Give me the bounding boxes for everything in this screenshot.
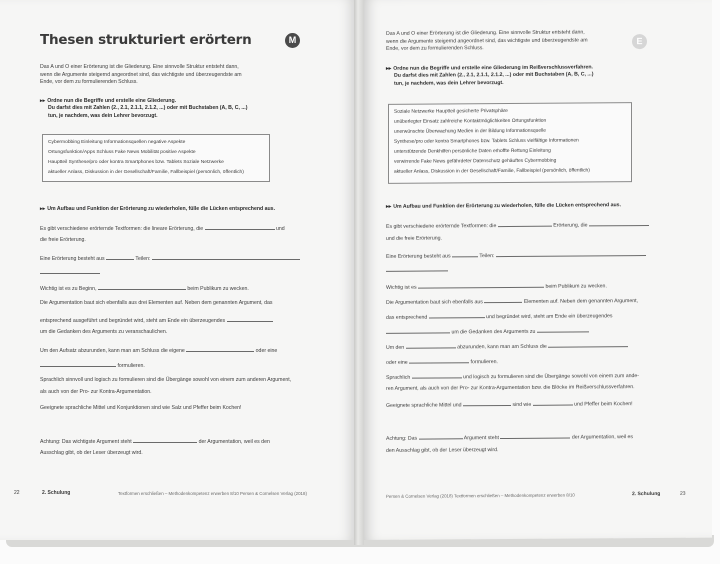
answer-blank[interactable]	[412, 372, 462, 378]
task-arrow-icon: ▸▸	[386, 65, 392, 72]
answer-blank[interactable]	[40, 361, 116, 367]
cloze-line	[40, 268, 100, 276]
cloze-line: das entsprechend und begründet wird, steht am Ende ein überzeugendes	[386, 313, 613, 321]
cloze-line: Sprachlich sinnvoll und logisch zu formulieren sind die Übergänge sowohl von einem zum anderen Argument,	[40, 377, 292, 383]
answer-blank[interactable]	[498, 221, 552, 227]
answer-blank[interactable]	[496, 250, 646, 257]
cloze-line: formulieren.	[40, 361, 145, 369]
cloze-line: Eine Erörterung besteht aus Teilen:	[386, 250, 646, 260]
level-badge-m: M	[285, 33, 300, 48]
answer-blank[interactable]	[152, 254, 300, 260]
answer-blank[interactable]	[133, 437, 197, 443]
cloze-line: Achtung: Das wichtigste Argument steht der Argumentation, weil es den	[40, 439, 270, 445]
answer-blank[interactable]	[98, 284, 186, 290]
cloze-line: Achtung: Das Argument steht der Argumentation, weil es	[386, 434, 633, 442]
answer-blank[interactable]	[419, 433, 463, 439]
cloze-line: um die Gedanken des Arguments zu	[386, 326, 589, 335]
page-number: 23	[680, 490, 686, 497]
answer-blank[interactable]	[500, 433, 570, 439]
answer-blank[interactable]	[186, 346, 254, 352]
cloze-line: den Ausschlag gibt, ob der Leser überzeugt wird.	[386, 447, 499, 454]
cloze-line: die freie Erörterung.	[40, 237, 86, 243]
task-1: ▸▸ Ordne nun die Begriffe und erstelle eine Gliederung. Du darfst dies mit Zahlen (2., 2.1, 2.1.1, 2.1.2, ...) oder mit Buchstaben (A, B, C, ...) tun, je nachdem, was dein Lehrer bevorzugt.	[40, 98, 248, 119]
answer-blank[interactable]	[386, 265, 448, 271]
cloze-line: Es gibt verschiedene erörternde Textformen: die Erörterung, die	[386, 220, 649, 230]
chapter-label: 2. Schulung	[632, 490, 661, 498]
word-box: Cybermobbing Einleitung Informationsquellen negative Aspekte Ortungsfunktion/Apps Schluss Fake News Mobilität positive Aspekte Hauptteil Synthese/pro oder kontra Smartphones bzw. Tablets Soziale Netzwerke aktueller Anlass, Diskussion in der Gesellschaft/Familie, Fallbeispiel (persönlich, öffentlich)	[42, 134, 270, 182]
book-gutter	[354, 0, 364, 545]
cloze-line: Sprachlich und logisch zu formulieren sind die Übergänge sowohl von einem zum ande-	[386, 373, 640, 381]
cloze-line: Wichtig ist es beim Publikum zu wecken.	[386, 283, 607, 291]
answer-blank[interactable]	[418, 282, 544, 289]
answer-blank[interactable]	[205, 224, 275, 230]
answer-blank[interactable]	[40, 268, 100, 274]
chapter-label: 2. Schulung	[42, 490, 71, 496]
intro-text: Das A und O einer Erörterung ist die Gliederung. Eine sinnvolle Struktur entsteht dann, wenn die Argumente steigernd angeordnet sind, das wichtigste und überzeugendste am Ende, vor dem zu formulierenden Schluss.	[386, 29, 588, 53]
task-arrow-icon: ▸▸	[40, 98, 46, 104]
cloze-line: Um den abzurunden, kann man am Schluss die	[386, 341, 628, 351]
answer-blank[interactable]	[406, 342, 456, 348]
right-page	[364, 0, 712, 540]
answer-blank[interactable]	[589, 220, 649, 226]
answer-blank[interactable]	[537, 326, 589, 332]
word-box: Soziale Netzwerke Hauptteil gesicherte Privatsphäre unüberlegter Einsatz zahlreiche Kontaktmöglichkeiten Ortungsfunktion unerwünschte Überwachung Medien in der Bildung Informationsquelle Synthese/pro oder kontra Smartphones bzw. Tablets Schluss vielfältige Informationen unterstützende Denkhilfen persönliche Daten erhoffte Rettung Einleitung verwirrende Fake News gefährdeter Datenschutz gehäuftes Cybermobbing aktueller Anlass, Diskussion in der Gesellschaft/Familie, Fallbeispiel (persönlich, öffentlich)	[388, 102, 632, 184]
page-number: 22	[14, 490, 20, 496]
answer-blank[interactable]	[227, 316, 273, 322]
task-2: ▸▸ Um Aufbau und Funktion der Erörterung zu wiederholen, fülle die Lücken entsprechend aus.	[40, 206, 276, 212]
cloze-line: Um den Aufsatz abzurunden, kann man am Schluss die eigene oder eine	[40, 348, 278, 354]
cloze-line: Die Argumentation baut sich ebenfalls aus drei Elementen auf. Neben dem genannten Argument, das	[40, 300, 273, 306]
cloze-line: oder eine formulieren.	[386, 359, 498, 366]
cloze-line: und die freie Erörterung.	[386, 235, 442, 242]
task-arrow-icon: ▸▸	[40, 206, 46, 212]
task-1: ▸▸ Ordne nun die Begriffe und erstelle eine Gliederung im Reißverschlussverfahren. Du darfst dies mit Zahlen (2., 2.1, 2.1.1, 2.1.2, ...) oder mit Buchstaben (A, B, C, ...) tun, je nachdem, was dein Lehrer bevorzugt.	[386, 64, 594, 87]
answer-blank[interactable]	[533, 400, 573, 406]
answer-blank[interactable]	[106, 254, 134, 260]
answer-blank[interactable]	[484, 297, 522, 303]
cloze-line: als auch von der Pro- zur Kontra-Argumentation.	[40, 389, 152, 395]
cloze-line: Es gibt verschiedene erörternde Textformen: die lineare Erörterung, die und	[40, 226, 285, 232]
footer-credit: Persen & Cornelsen Verlag (2018) Textformen erschließen – Methodenkompetenz erwerben 8/10	[386, 492, 575, 499]
answer-blank[interactable]	[429, 312, 485, 318]
cloze-line: entsprechend ausgeführt und begründet wird, steht am Ende ein überzeugendes	[40, 316, 273, 324]
answer-blank[interactable]	[409, 357, 469, 363]
cloze-line: ren Argument, als auch von der Pro- zur Kontra-Argumentation bzw. die Blöcke im Reißverschlussverfahren.	[386, 384, 635, 392]
cloze-line: Wichtig ist es zu Beginn, beim Publikum zu wecken.	[40, 286, 249, 292]
task-2: ▸▸ Um Aufbau und Funktion der Erörterung zu wiederholen, fülle die Lücken entsprechend aus.	[386, 202, 622, 210]
answer-blank[interactable]	[386, 327, 450, 333]
cloze-line: Eine Erörterung besteht aus Teilen:	[40, 254, 300, 262]
task-arrow-icon: ▸▸	[386, 203, 392, 210]
answer-blank[interactable]	[548, 341, 628, 348]
answer-blank[interactable]	[452, 251, 478, 257]
intro-text: Das A und O einer Erörterung ist die Gliederung. Eine sinnvolle Struktur entsteht dann, wenn die Argumente steigernd angeordnet sind, das wichtigste und überzeugendste am Ende, vor dem zu formulierenden Schluss.	[40, 64, 242, 86]
cloze-line: Geeignete sprachliche Mittel und Konjunktionen sind wie Salz und Pfeffer beim Kochen!	[40, 405, 242, 411]
cloze-line: um die Gedanken des Arguments zu veranschaulichen.	[40, 329, 168, 335]
page-title: Thesen strukturiert erörtern	[40, 32, 252, 48]
cloze-line: Die Argumentation baut sich ebenfalls aus Elementen auf. Neben dem genannten Argument,	[386, 298, 639, 306]
cloze-line: Geeignete sprachliche Mittel und sind wie und Pfeffer beim Kochen!	[386, 401, 633, 409]
cloze-line	[386, 265, 448, 273]
answer-blank[interactable]	[463, 400, 511, 406]
footer-credit: Textformen erschließen – Methodenkompetenz erwerben 8/10 Persen & Cornelsen Verlag (2018)	[118, 491, 307, 496]
left-page	[0, 0, 354, 540]
level-badge-e: E	[632, 34, 647, 49]
cloze-line: Ausschlag gibt, ob der Leser überzeugt wird.	[40, 450, 143, 456]
